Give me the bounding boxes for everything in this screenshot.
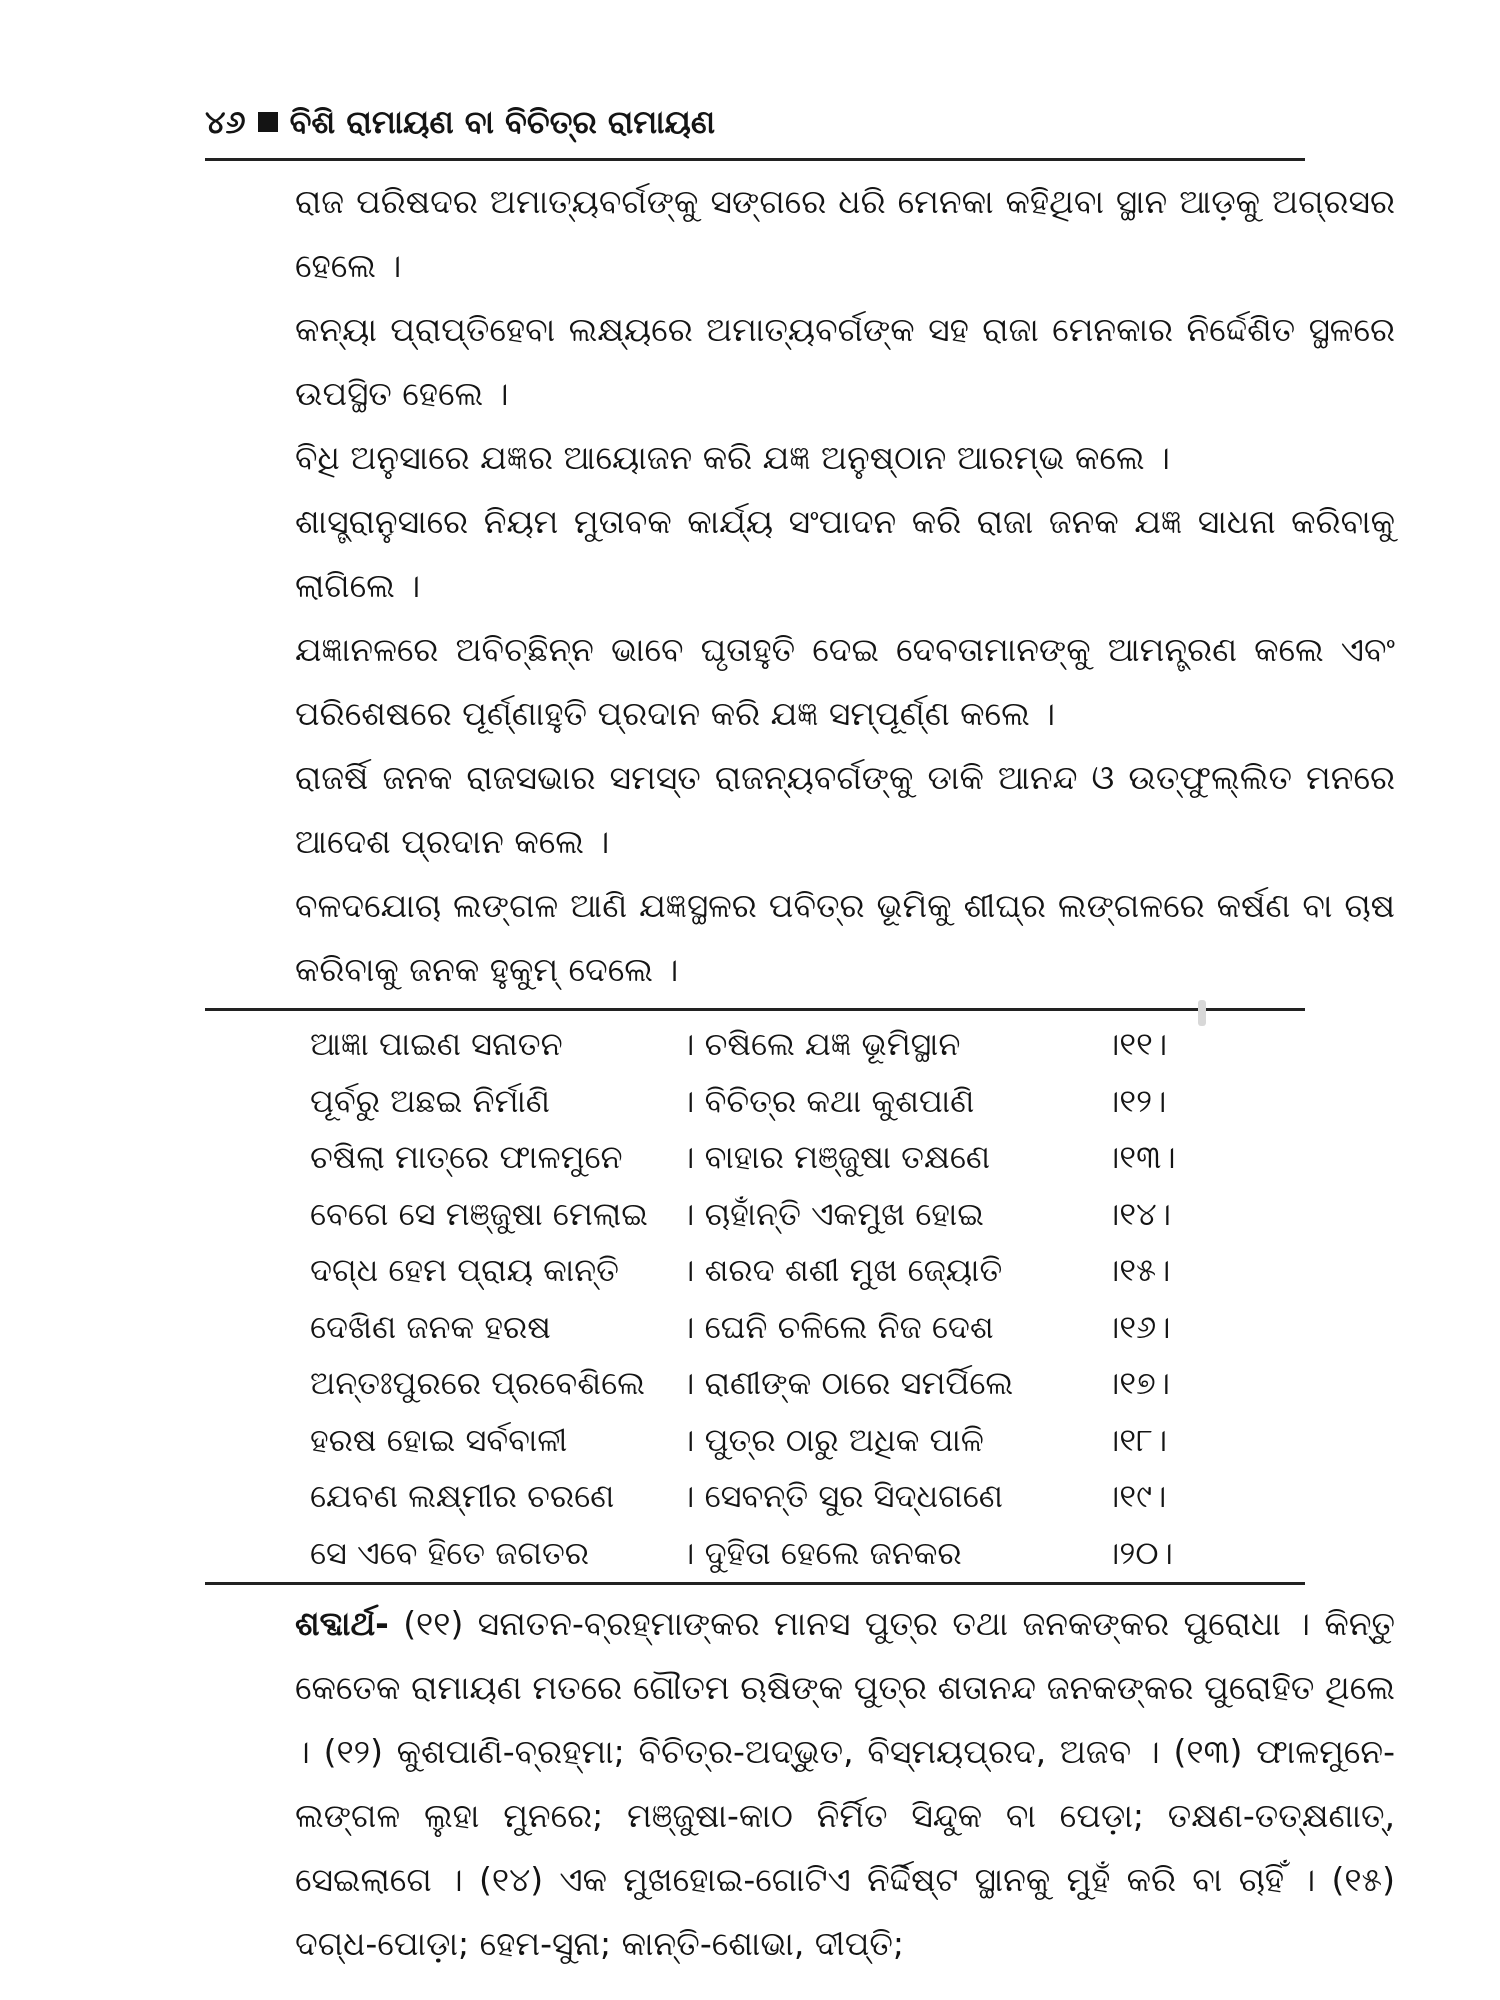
verse-line-second-half: । ବିଚିତ୍ର କଥା କୁଶପାଣି bbox=[680, 1081, 975, 1120]
verse-number: ।୧୨। bbox=[1105, 1081, 1167, 1120]
verse-number: ।୧୭। bbox=[1105, 1364, 1171, 1402]
verse-couplet bbox=[310, 1468, 1210, 1525]
verse-line-first-half: ପୂର୍ବରୁ ଅଛଇ ନିର୍ମାଣି bbox=[310, 1081, 550, 1120]
verse-number: ।୧୩। bbox=[1105, 1138, 1176, 1176]
page-number: ୪୬ bbox=[205, 103, 246, 141]
verse-line-first-half: ଦଗ୍ଧ ହେମ ପ୍ରାୟ କାନ୍ତି bbox=[310, 1251, 619, 1289]
verse-number: ।୧୮। bbox=[1105, 1420, 1168, 1459]
verse-line-second-half: । ଚାହାଁନ୍ତି ଏକମୁଖ ହୋଇ bbox=[680, 1194, 984, 1233]
verse-line-first-half: ଦେଖିଣ ଜନକ ହରଷ bbox=[310, 1307, 551, 1346]
verse-line-first-half: ଆଜ୍ଞା ପାଇଣ ସନାତନ bbox=[310, 1025, 563, 1063]
book-title: ବିଶି ରାମାୟଣ ବା ବିଚିତ୍ର ରାମାୟଣ bbox=[289, 103, 716, 141]
verse-line-second-half: । ଶରଦ ଶଶୀ ମୁଖ ଜ୍ୟୋତି bbox=[680, 1251, 1003, 1289]
verse-couplet bbox=[310, 1129, 1210, 1186]
verse-block bbox=[310, 1016, 1210, 1581]
verse-number: ।୧୯। bbox=[1105, 1477, 1167, 1515]
prose-paragraph: ବଳଦଯୋଚା ଲଙ୍ଗଳ ଆଣି ଯଜ୍ଞସ୍ଥଳର ପବିତ୍ର ଭୂମିକୁ ଶୀଘ୍ର ଲଙ୍ଗଳରେ କର୍ଷଣ ବା ଚାଷ କରିବାକୁ ଜନକ ହୁକୁମ୍ ଦେଲେ । bbox=[295, 886, 1395, 989]
verse-couplet bbox=[310, 1525, 1210, 1582]
verse-line-second-half: । ରାଣୀଙ୍କ ଠାରେ ସମର୍ପିଲେ bbox=[680, 1364, 1014, 1402]
page-header bbox=[205, 100, 1305, 144]
verse-couplet bbox=[310, 1242, 1210, 1299]
verse-line-first-half: ସେ ଏବେ ହିତେ ଜଗତର bbox=[310, 1533, 590, 1572]
verse-couplet bbox=[310, 1299, 1210, 1356]
verse-line-first-half: ଅନ୍ତଃପୁରରେ ପ୍ରବେଶିଲେ bbox=[310, 1364, 645, 1402]
verse-couplet bbox=[310, 1186, 1210, 1243]
verse-couplet bbox=[310, 1016, 1210, 1073]
glossary-label: ଶବ୍ଦାର୍ଥ- bbox=[295, 1604, 389, 1643]
verse-top-rule bbox=[205, 1008, 1305, 1011]
verse-couplet bbox=[310, 1412, 1210, 1469]
verse-line-first-half: ଯେବଣ ଲକ୍ଷ୍ମୀର ଚରଣେ bbox=[310, 1477, 615, 1515]
glossary-text: (୧୧) ସନାତନ-ବ୍ରହ୍ମାଙ୍କର ମାନସ ପୁତ୍ର ତଥା ଜନକଙ୍କର ପୁରୋଧା । କିନ୍ତୁ କେତେକ ରାମାୟଣ ମତରେ ଗୌତମ ଋଷିଙ୍କ ପୁତ୍ର ଶତାନନ୍ଦ ଜନକଙ୍କର ପୁରୋହିତ ଥିଲେ । (୧୨) କୁଶପାଣି-ବ୍ରହ୍ମା; ବିଚିତ୍ର-ଅଦ୍ଭୁତ, ବିସ୍ମୟପ୍ରଦ, ଅଜବ । (୧୩) ଫାଳମୁନେ-ଲଙ୍ଗଳ ଲୁହା ମୁନରେ; ମଞ୍ଜୁଷା-କାଠ ନିର୍ମିତ ସିନ୍ଦୁକ ବା ପେଡ଼ା; ତକ୍ଷଣ-ତତ୍‌କ୍ଷଣାତ୍, ସେଇଲାଗେ । (୧୪) ଏକ ମୁଖହୋଇ-ଗୋଟିଏ ନିର୍ଦ୍ଦିଷ୍ଟ ସ୍ଥାନକୁ ମୁହଁ କରି ବା ଚାହିଁ । (୧୫) ଦଗ୍ଧ-ପୋଡ଼ା; ହେମ-ସୁନା; କାନ୍ତି-ଶୋଭା, ଦୀପ୍ତି; bbox=[295, 1604, 1395, 1963]
square-bullet-icon bbox=[258, 112, 278, 132]
verse-line-second-half: । ବାହାର ମଞ୍ଜୁଷା ତକ୍ଷଣେ bbox=[680, 1138, 991, 1176]
glossary-section bbox=[205, 1592, 1395, 1976]
prose-paragraph: ଶାସ୍ତ୍ରାନୁସାରେ ନିୟମ ମୁତାବକ କାର୍ଯ୍ୟ ସଂପାଦନ କରି ରାଜା ଜନକ ଯଜ୍ଞ ସାଧନା କରିବାକୁ ଲାଗିଲେ । bbox=[295, 502, 1395, 605]
header-rule bbox=[205, 158, 1305, 161]
verse-number: ।୧୧। bbox=[1105, 1025, 1168, 1063]
prose-paragraph: ବିଧି ଅନୁସାରେ ଯଜ୍ଞର ଆୟୋଜନ କରି ଯଜ୍ଞ ଅନୁଷ୍ଠାନ ଆରମ୍ଭ କଲେ । bbox=[295, 438, 1170, 477]
verse-line-first-half: ଚଷିଲା ମାତ୍ରେ ଫାଳମୁନେ bbox=[310, 1138, 623, 1176]
verse-bottom-rule bbox=[205, 1582, 1305, 1585]
verse-line-second-half: । ଘେନି ଚଳିଲେ ନିଜ ଦେଶ bbox=[680, 1307, 994, 1346]
verse-line-second-half: । ସେବନ୍ତି ସୁର ସିଦ୍ଧଗଣେ bbox=[680, 1477, 1003, 1515]
verse-line-second-half: । ପୁତ୍ର ଠାରୁ ଅଧିକ ପାଳି bbox=[680, 1420, 984, 1459]
prose-paragraph: ରାଜର୍ଷି ଜନକ ରାଜସଭାର ସମସ୍ତ ରାଜନ୍ୟବର୍ଗଙ୍କୁ ଡାକି ଆନନ୍ଦ ଓ ଉତ୍‌ଫୁଲ୍ଲିତ ମନରେ ଆଦେଶ ପ୍ରଦାନ କଲେ । bbox=[295, 758, 1395, 861]
verse-line-first-half: ବେଗେ ସେ ମଞ୍ଜୁଷା ମେଲାଇ bbox=[310, 1194, 648, 1233]
verse-number: ।୧୬। bbox=[1105, 1307, 1171, 1346]
prose-paragraph: କନ୍ୟା ପ୍ରାପ୍ତିହେବା ଲକ୍ଷ୍ୟରେ ଅମାତ୍ୟବର୍ଗଙ୍କ ସହ ରାଜା ମେନକାର ନିର୍ଦ୍ଦେଶିତ ସ୍ଥଳରେ ଉପସ୍ଥିତ ହେଲେ । bbox=[295, 310, 1395, 413]
verse-number: ।୨୦। bbox=[1105, 1533, 1173, 1572]
verse-line-first-half: ହରଷ ହୋଇ ସର୍ବବାଳୀ bbox=[310, 1420, 568, 1459]
prose-paragraph: ଯଜ୍ଞାନଳରେ ଅବିଚ୍ଛିନ୍ନ ଭାବେ ଘୃତାହୁତି ଦେଇ ଦେବତାମାନଙ୍କୁ ଆମନ୍ତ୍ରଣ କଲେ ଏବଂ ପରିଶେଷରେ ପୂର୍ଣ୍ଣାହୁତି ପ୍ରଦାନ କରି ଯଜ୍ଞ ସମ୍ପୂର୍ଣ୍ଣ କଲେ । bbox=[295, 630, 1395, 733]
verse-number: ।୧୪। bbox=[1105, 1194, 1171, 1233]
verse-couplet bbox=[310, 1355, 1210, 1412]
verse-line-second-half: । ଚଷିଲେ ଯଜ୍ଞ ଭୂମିସ୍ଥାନ bbox=[680, 1025, 961, 1063]
verse-number: ।୧୫। bbox=[1105, 1251, 1171, 1289]
verse-couplet bbox=[310, 1073, 1210, 1130]
prose-paragraph: ରାଜ ପରିଷଦର ଅମାତ୍ୟବର୍ଗଙ୍କୁ ସଙ୍ଗରେ ଧରି ମେନକା କହିଥିବା ସ୍ଥାନ ଆଡ଼କୁ ଅଗ୍ରସର ହେଲେ । bbox=[295, 182, 1395, 285]
verse-line-second-half: । ଦୁହିତା ହେଲେ ଜନକର bbox=[680, 1533, 962, 1572]
